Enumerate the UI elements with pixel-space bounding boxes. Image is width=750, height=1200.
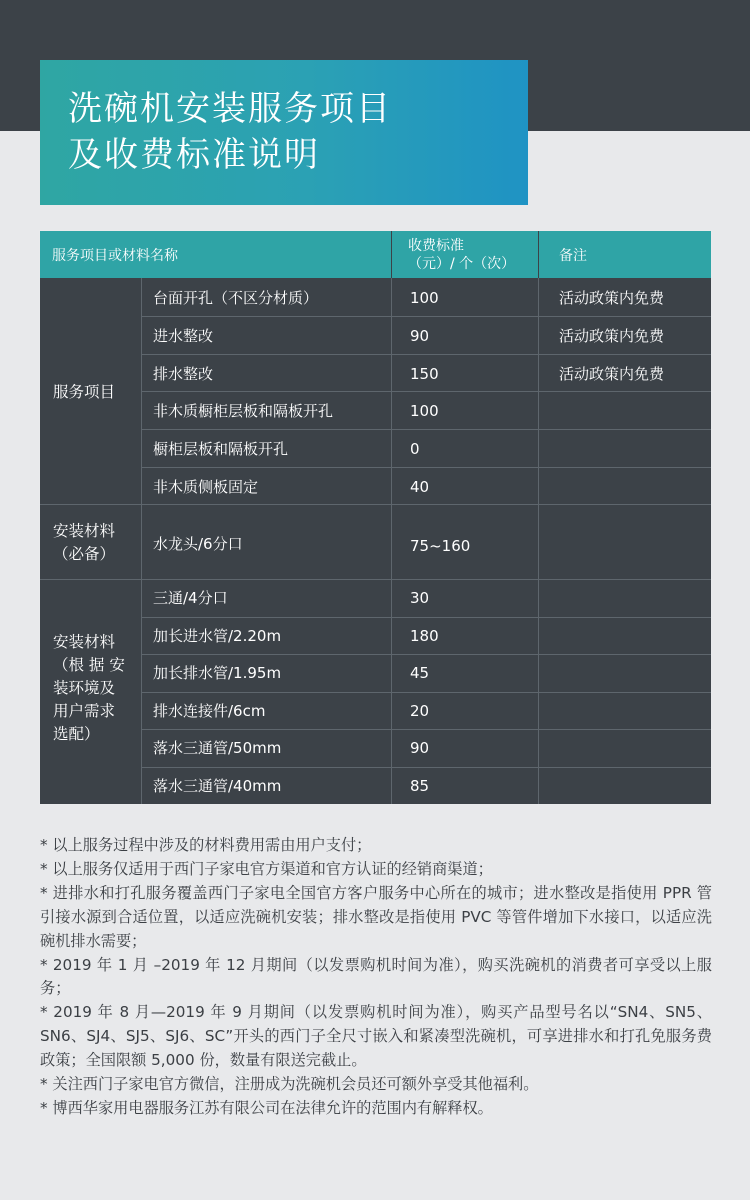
row-name: 加长进水管/2.20m xyxy=(153,627,282,645)
header-note-label: 备注 xyxy=(559,247,587,264)
footnote: * 关注西门子家电官方微信，注册成为洗碗机会员还可额外享受其他福利。 xyxy=(40,1075,539,1094)
category-required-line: 安装材料 xyxy=(53,522,116,540)
row-name: 加长排水管/1.95m xyxy=(153,664,282,682)
row-note: 活动政策内免费 xyxy=(559,327,665,345)
divider xyxy=(142,429,711,430)
category-required xyxy=(53,520,115,566)
divider xyxy=(538,278,539,804)
divider xyxy=(40,504,711,505)
header-fee-label-1: 收费标准 xyxy=(408,237,464,254)
footnote: * 2019 年 1 月 –2019 年 12 月期间（以发票购机时间为准），购买洗碗机的消费者可享受以上服务； xyxy=(40,955,712,998)
row-fee: 150 xyxy=(410,365,439,383)
row-name: 台面开孔（不区分材质） xyxy=(153,289,319,307)
footnote: * 博西华家用电器服务江苏有限公司在法律允许的范围内有解释权。 xyxy=(40,1098,493,1117)
divider xyxy=(142,767,711,768)
header-item-label: 服务项目或材料名称 xyxy=(52,247,178,264)
row-name: 水龙头/6分口 xyxy=(153,535,243,553)
footnote: * 以上服务过程中涉及的材料费用需由用户支付； xyxy=(40,836,372,854)
row-fee: 180 xyxy=(410,627,439,645)
row-fee: 40 xyxy=(410,478,430,496)
divider xyxy=(142,692,711,693)
footnote: * 以上服务仅适用于西门子家电官方渠道和官方认证的经销商渠道； xyxy=(40,859,493,878)
category-optional-line: （根 据 安 xyxy=(53,656,125,674)
category-optional xyxy=(53,631,125,746)
category-service: 服务项目 xyxy=(53,383,116,401)
page-title-line-1: 洗碗机安装服务项目 xyxy=(68,89,392,129)
header-note xyxy=(539,231,711,278)
divider xyxy=(142,617,711,618)
row-name: 进水整改 xyxy=(153,327,214,345)
footnote: * 2019 年 8 月—2019 年 9 月期间（以发票购机时间为准），购买产品型号名以“SN4、SN5、SN6、SJ4、SJ5、SJ6、SC”开头的西门子全尺寸嵌入和紧凑型洗碗机，可享进排水和打孔免服务费政策；全国限额 5,000 份，数量有限送完截止。 xyxy=(40,1003,712,1070)
category-optional-line: 选配） xyxy=(53,725,100,743)
row-fee: 90 xyxy=(410,327,430,345)
row-fee: 0 xyxy=(410,440,420,458)
divider xyxy=(142,391,711,392)
page-title-line-2: 及收费标准说明 xyxy=(68,135,320,175)
row-name: 落水三通管/50mm xyxy=(153,739,282,757)
title-banner xyxy=(40,60,528,205)
row-fee: 100 xyxy=(410,289,439,307)
row-name: 落水三通管/40mm xyxy=(153,777,282,795)
row-name: 非木质橱柜层板和隔板开孔 xyxy=(153,402,334,420)
row-name: 排水整改 xyxy=(153,365,214,383)
row-fee: 90 xyxy=(410,739,430,757)
row-note: 活动政策内免费 xyxy=(559,365,665,383)
header-fee xyxy=(392,231,538,278)
row-fee: 85 xyxy=(410,777,430,795)
divider xyxy=(141,278,142,804)
row-fee: 75~160 xyxy=(410,537,471,555)
header-fee-label-2: （元）/ 个（次） xyxy=(408,255,516,272)
category-optional-line: 用户需求 xyxy=(53,702,116,720)
divider xyxy=(142,354,711,355)
category-optional-line: 装环境及 xyxy=(53,679,116,697)
divider xyxy=(142,316,711,317)
divider xyxy=(142,729,711,730)
divider xyxy=(391,278,392,804)
row-name: 非木质侧板固定 xyxy=(153,478,259,496)
divider xyxy=(142,467,711,468)
divider xyxy=(40,579,711,580)
row-fee: 20 xyxy=(410,702,430,720)
row-fee: 45 xyxy=(410,664,430,682)
category-optional-line: 安装材料 xyxy=(53,633,116,651)
fee-table xyxy=(40,231,711,804)
row-fee: 100 xyxy=(410,402,439,420)
row-fee: 30 xyxy=(410,589,430,607)
footnotes xyxy=(40,834,712,1121)
row-name: 排水连接件/6cm xyxy=(153,702,266,720)
header-item xyxy=(40,231,391,278)
row-name: 橱柜层板和隔板开孔 xyxy=(153,440,289,458)
divider xyxy=(142,654,711,655)
row-name: 三通/4分口 xyxy=(153,589,228,607)
footnote: * 进排水和打孔服务覆盖西门子家电全国官方客户服务中心所在的城市；进水整改是指使用 PPR 管引接水源到合适位置，以适应洗碗机安装；排水整改是指使用 PVC 等管件增加下水接口，以适应洗碗机排水需要； xyxy=(40,883,712,950)
row-note: 活动政策内免费 xyxy=(559,289,665,307)
category-required-line: （必备） xyxy=(53,545,116,563)
